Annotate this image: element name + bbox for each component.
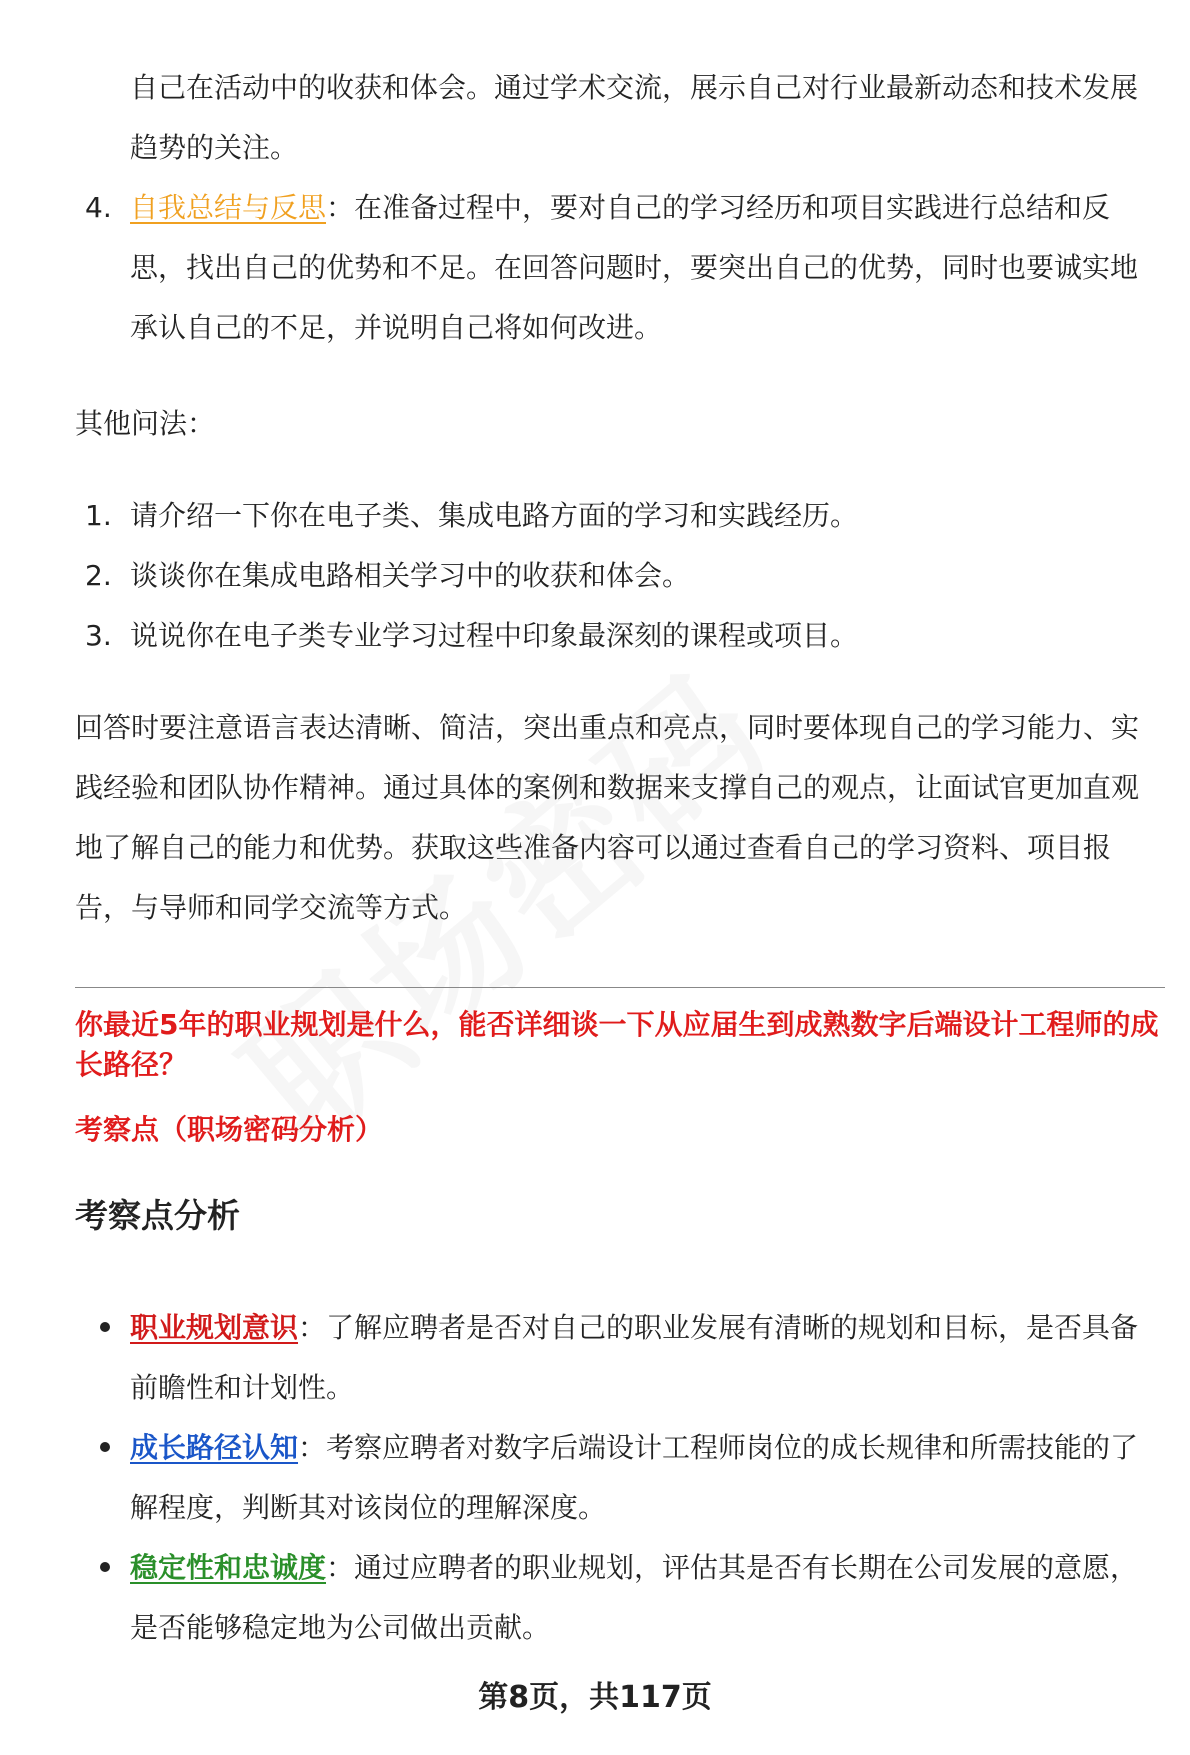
summary-paragraph: 回答时要注意语言表达清晰、简洁，突出重点和亮点，同时要体现自己的学习能力、实践经验和团队协作精神。通过具体的案例和数据来支撑自己的观点，让面试官更加直观地了解自己的能力和优势。获取这些准备内容可以通过查看自己的学习资料、项目报告，与导师和同学交流等方式。 — [75, 711, 1140, 924]
analysis-item-text: ：了解应聘者是否对自己的职业发展有清晰的规划和目标，是否具备前瞻性和计划性。 — [130, 1311, 1139, 1404]
list-item — [85, 486, 1165, 546]
list-number: 1. — [85, 499, 112, 532]
analysis-item-body — [130, 1418, 1165, 1538]
page-number-footer: 第8页，共117页 — [478, 1680, 712, 1715]
analysis-item — [100, 1298, 1165, 1418]
section-divider — [75, 987, 1165, 988]
analysis-item-body — [130, 1538, 1165, 1658]
continuation-paragraph: 自己在活动中的收获和体会。通过学术交流，展示自己对行业最新动态和技术发展趋势的关注。 — [130, 71, 1139, 164]
list-number: 4. — [85, 191, 112, 224]
list-item — [85, 606, 1165, 666]
list-item — [85, 546, 1165, 606]
highlight-growth-path: 成长路径认知 — [130, 1431, 299, 1464]
list-item-text: 请介绍一下你在电子类、集成电路方面的学习和实践经历。 — [130, 499, 859, 532]
analysis-item-text: ：考察应聘者对数字后端设计工程师岗位的成长规律和所需技能的了解程度，判断其对该岗位的理解深度。 — [130, 1431, 1139, 1524]
exam-point-label: 考察点（职场密码分析） — [75, 1113, 384, 1146]
bullet-icon — [100, 1562, 110, 1572]
analysis-heading: 考察点分析 — [75, 1196, 240, 1235]
list-item-text: 说说你在电子类专业学习过程中印象最深刻的课程或项目。 — [130, 619, 859, 652]
highlight-career-planning: 职业规划意识 — [130, 1311, 299, 1344]
list-item-text: ：在准备过程中，要对自己的学习经历和项目实践进行总结和反思，找出自己的优势和不足。在回答问题时，要突出自己的优势，同时也要诚实地承认自己的不足，并说明自己将如何改进。 — [130, 191, 1139, 344]
bullet-icon — [100, 1442, 110, 1452]
list-item-text: 谈谈你在集成电路相关学习中的收获和体会。 — [130, 559, 691, 592]
interview-question: 你最近5年的职业规划是什么，能否详细谈一下从应届生到成熟数字后端设计工程师的成长路径？ — [75, 1008, 1159, 1081]
highlight-stability-loyalty: 稳定性和忠诚度 — [130, 1551, 327, 1584]
bullet-icon — [100, 1322, 110, 1332]
analysis-item-text: ：通过应聘者的职业规划，评估其是否有长期在公司发展的意愿，是否能够稳定地为公司做出贡献。 — [130, 1551, 1139, 1644]
analysis-item — [100, 1538, 1165, 1658]
list-number: 2. — [85, 559, 112, 592]
list-item-4 — [85, 178, 1165, 358]
list-item-body — [130, 178, 1160, 358]
other-questions-heading: 其他问法： — [75, 407, 216, 440]
highlight-self-review: 自我总结与反思 — [130, 191, 327, 224]
analysis-item — [100, 1418, 1165, 1538]
list-number: 3. — [85, 619, 112, 652]
analysis-item-body — [130, 1298, 1165, 1418]
